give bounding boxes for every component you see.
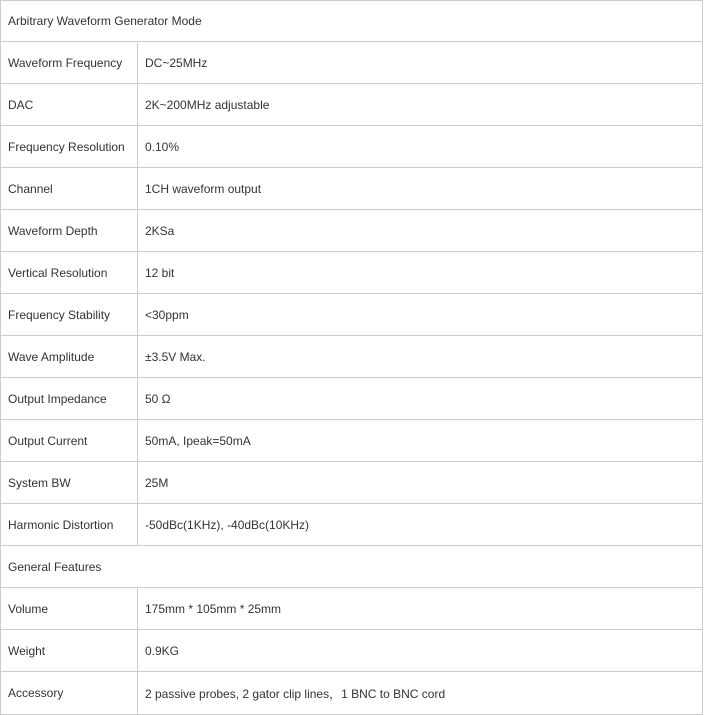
spec-value: <30ppm <box>138 294 703 336</box>
spec-label: Harmonic Distortion <box>1 504 138 546</box>
table-row <box>1 378 703 420</box>
spec-label: Waveform Depth <box>1 210 138 252</box>
spec-label: Channel <box>1 168 138 210</box>
spec-label: Output Impedance <box>1 378 138 420</box>
table-row <box>1 294 703 336</box>
table-row <box>1 672 703 715</box>
spec-value: 0.10% <box>138 126 703 168</box>
spec-value: 2KSa <box>138 210 703 252</box>
table-row <box>1 168 703 210</box>
spec-label: Frequency Resolution <box>1 126 138 168</box>
spec-label: System BW <box>1 462 138 504</box>
table-row <box>1 42 703 84</box>
spec-value: 50mA, Ipeak=50mA <box>138 420 703 462</box>
spec-label: Frequency Stability <box>1 294 138 336</box>
table-row <box>1 462 703 504</box>
spec-value: 12 bit <box>138 252 703 294</box>
table-row <box>1 420 703 462</box>
spec-value: DC~25MHz <box>138 42 703 84</box>
table-row <box>1 210 703 252</box>
spec-value: 2 passive probes, 2 gator clip lines，1 BNC to BNC cord <box>138 672 703 715</box>
spec-value: 50 Ω <box>138 378 703 420</box>
spec-label: Weight <box>1 630 138 672</box>
spec-label: Volume <box>1 588 138 630</box>
spec-value: 2K~200MHz adjustable <box>138 84 703 126</box>
table-row <box>1 252 703 294</box>
section-header: General Features <box>1 546 703 588</box>
spec-value: 0.9KG <box>138 630 703 672</box>
table-row <box>1 336 703 378</box>
spec-value: 25M <box>138 462 703 504</box>
section-header-row <box>1 1 703 42</box>
spec-label: Output Current <box>1 420 138 462</box>
spec-label: Vertical Resolution <box>1 252 138 294</box>
spec-value: 1CH waveform output <box>138 168 703 210</box>
spec-label: DAC <box>1 84 138 126</box>
table-row <box>1 126 703 168</box>
table-row <box>1 588 703 630</box>
spec-label: Wave Amplitude <box>1 336 138 378</box>
spec-value: -50dBc(1KHz), -40dBc(10KHz) <box>138 504 703 546</box>
spec-label: Accessory <box>1 672 138 715</box>
table-row <box>1 630 703 672</box>
spec-label: Waveform Frequency <box>1 42 138 84</box>
table-row <box>1 84 703 126</box>
table-row <box>1 504 703 546</box>
spec-value: 175mm * 105mm * 25mm <box>138 588 703 630</box>
spec-value: ±3.5V Max. <box>138 336 703 378</box>
section-header-row <box>1 546 703 588</box>
section-header: Arbitrary Waveform Generator Mode <box>1 1 703 42</box>
